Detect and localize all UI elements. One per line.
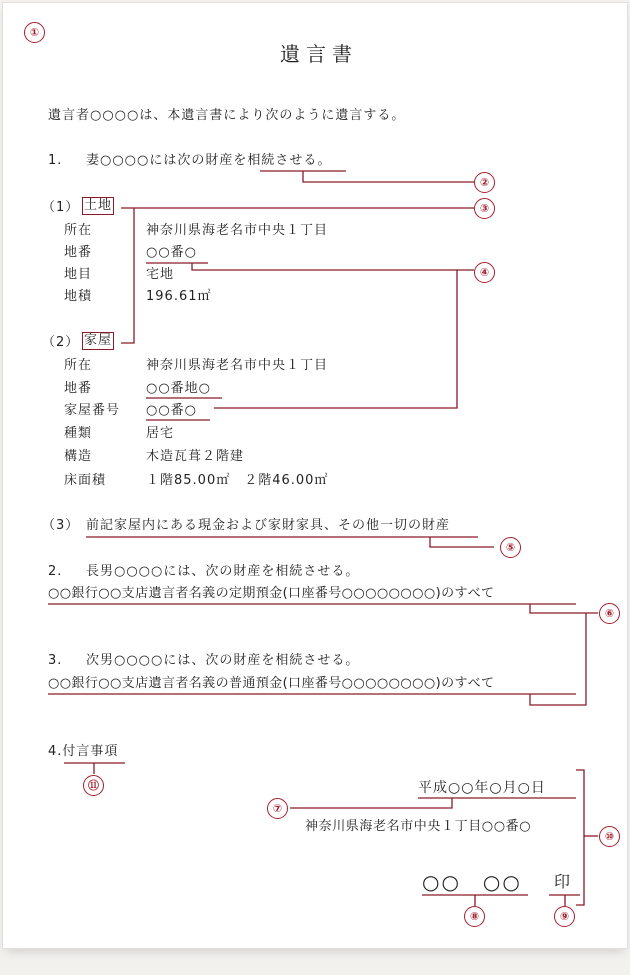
marker-10: ⑩ — [599, 826, 620, 847]
house-value-5: １階85.00㎡ ２階46.00㎡ — [146, 473, 329, 488]
land-label-3: 地積 — [64, 289, 93, 304]
marker-3: ③ — [474, 198, 495, 219]
house-heading: 家屋 — [84, 333, 113, 348]
seal-text: 印 — [554, 872, 572, 891]
clause3-number: 3. — [48, 653, 63, 668]
intro-text: 遺言者○○○○は、本遺言書により次のように遺言する。 — [48, 108, 406, 123]
clause2-number: 2. — [48, 564, 63, 579]
marker-7: ⑦ — [267, 798, 288, 819]
clause1-number: 1. — [48, 153, 63, 168]
marker-1: ① — [24, 22, 45, 43]
address-text: 神奈川県海老名市中央１丁目○○番○ — [305, 819, 532, 834]
house-value-4: 木造瓦葺２階建 — [146, 449, 245, 464]
name-text: ○○ ○○ — [422, 870, 522, 894]
land-prefix: （1） — [42, 200, 80, 215]
land-value-3: 196.61㎡ — [146, 289, 212, 304]
land-heading: 土地 — [84, 198, 113, 213]
clause3-text: 次男○○○○には、次の財産を相続させる。 — [86, 653, 360, 668]
marker-8: ⑧ — [464, 906, 485, 927]
item3-prefix: （3） — [42, 518, 80, 533]
house-value-1: ○○番地○ — [146, 381, 212, 396]
land-label-2: 地目 — [64, 267, 93, 282]
land-value-0: 神奈川県海老名市中央１丁目 — [146, 223, 329, 238]
land-label-0: 所在 — [64, 223, 93, 238]
house-label-5: 床面積 — [64, 473, 107, 488]
item3-text: 前記家屋内にある現金および家財家具、その他一切の財産 — [86, 518, 451, 533]
house-label-4: 構造 — [64, 449, 93, 464]
marker-9: ⑨ — [554, 906, 575, 927]
clause1-text: 妻○○○○には次の財産を相続させる。 — [86, 153, 332, 168]
house-value-3: 居宅 — [146, 426, 175, 441]
house-label-0: 所在 — [64, 358, 93, 373]
house-label-3: 種類 — [64, 426, 93, 441]
clause4-text: 4.付言事項 — [48, 744, 119, 759]
document-title: 遺言書 — [280, 42, 358, 66]
marker-4: ④ — [474, 262, 495, 283]
marker-11: ⑪ — [83, 775, 104, 796]
land-value-2: 宅地 — [146, 267, 175, 282]
date-text: 平成○○年○月○日 — [418, 780, 546, 796]
clause2-detail: ○○銀行○○支店遺言者名義の定期預金(口座番号○○○○○○○○)のすべて — [48, 586, 495, 601]
clause3-detail: ○○銀行○○支店遺言者名義の普通預金(口座番号○○○○○○○○)のすべて — [48, 676, 495, 691]
house-label-1: 地番 — [64, 381, 93, 396]
house-prefix: （2） — [42, 335, 80, 350]
house-value-0: 神奈川県海老名市中央１丁目 — [146, 358, 329, 373]
land-label-1: 地番 — [64, 245, 93, 260]
clause2-text: 長男○○○○には、次の財産を相続させる。 — [86, 564, 360, 579]
house-value-2: ○○番○ — [146, 403, 198, 418]
house-label-2: 家屋番号 — [64, 403, 121, 418]
marker-6: ⑥ — [599, 603, 620, 624]
land-value-1: ○○番○ — [146, 245, 198, 260]
marker-2: ② — [474, 172, 495, 193]
marker-5: ⑤ — [500, 537, 521, 558]
